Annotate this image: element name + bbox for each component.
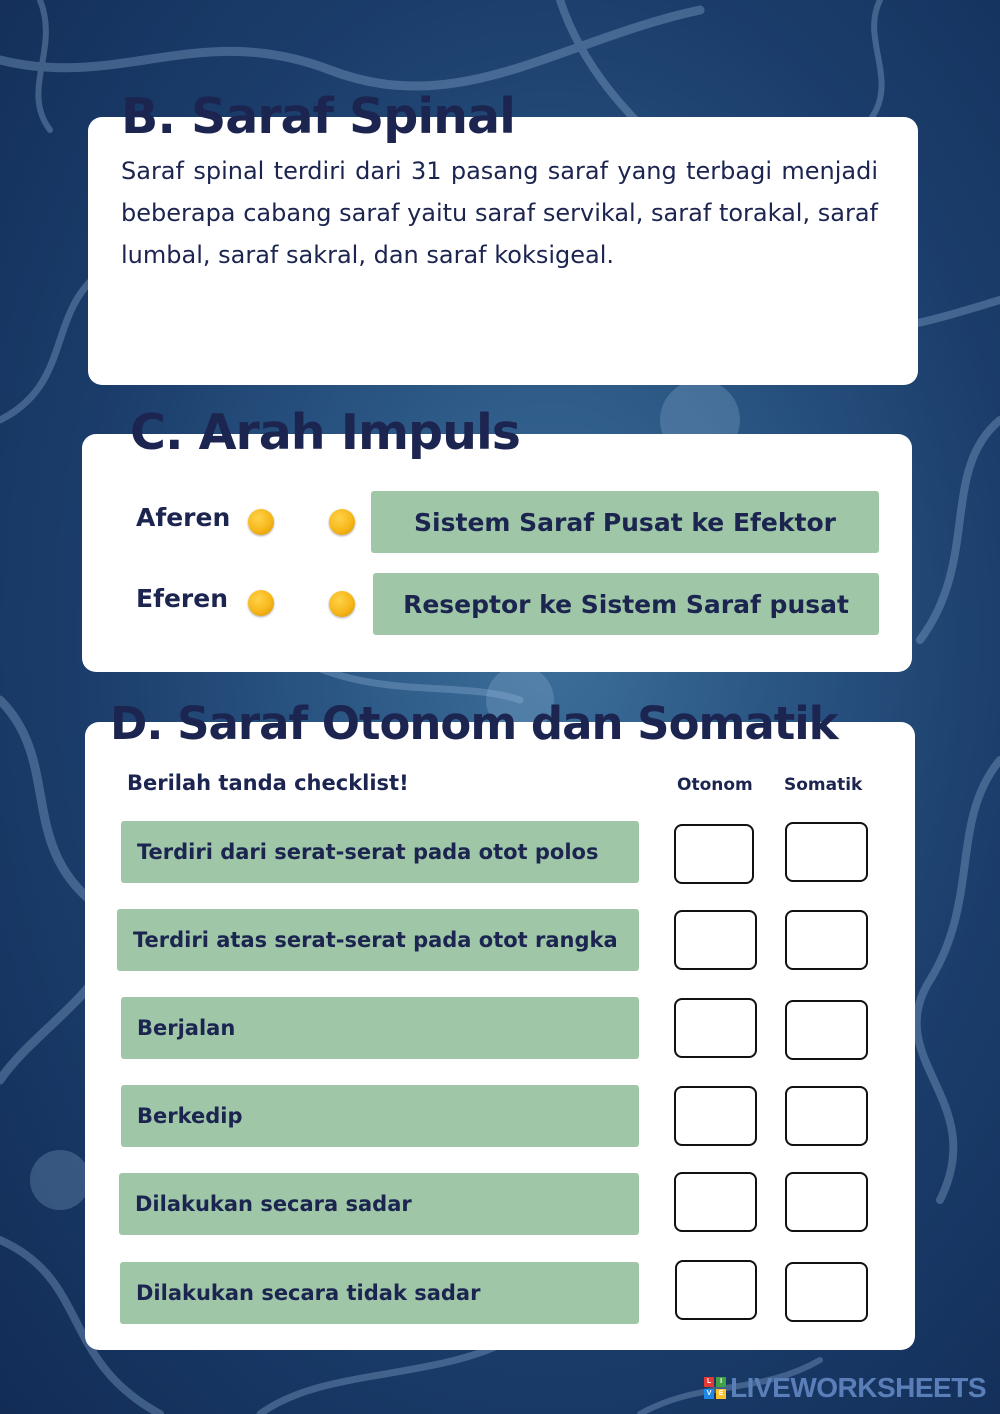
statement-row: Terdiri atas serat-serat pada otot rangka: [117, 909, 639, 971]
arah-impuls-card: [82, 434, 912, 672]
checkbox-otonom[interactable]: [674, 824, 754, 884]
logo-letter: V: [704, 1389, 714, 1399]
checkbox-otonom[interactable]: [674, 1086, 757, 1146]
checkbox-somatik[interactable]: [785, 910, 868, 970]
checkbox-somatik[interactable]: [785, 1172, 868, 1232]
statement-row: Dilakukan secara tidak sadar: [120, 1262, 639, 1324]
column-header-otonom: Otonom: [677, 775, 753, 795]
option-sistem-saraf-pusat-ke-efektor[interactable]: Sistem Saraf Pusat ke Efektor: [371, 491, 879, 553]
statement-row: Berkedip: [121, 1085, 639, 1147]
saraf-spinal-title: B. Saraf Spinal: [121, 88, 515, 145]
match-dot-eferen[interactable]: [248, 590, 274, 616]
checkbox-otonom[interactable]: [674, 910, 757, 970]
saraf-spinal-paragraph: Saraf spinal terdiri dari 31 pasang saraf yang terbagi menjadi beberapa cabang saraf yaitu saraf servikal, saraf torakal, saraf lumbal, saraf sakral, dan saraf koksigeal.: [121, 157, 878, 269]
arah-impuls-title: C. Arah Impuls: [130, 404, 520, 461]
match-dot-option-2[interactable]: [329, 591, 355, 617]
checkbox-somatik[interactable]: [785, 1086, 868, 1146]
logo-letter: E: [716, 1389, 726, 1399]
checkbox-somatik[interactable]: [785, 1262, 868, 1322]
column-header-somatik: Somatik: [784, 775, 863, 795]
liveworksheets-wordmark: LIVEWORKSHEETS: [730, 1372, 986, 1403]
liveworksheets-brand: [704, 1372, 986, 1404]
otonom-somatik-title: D. Saraf Otonom dan Somatik: [110, 697, 838, 750]
statement-row: Berjalan: [121, 997, 639, 1059]
label-aferen: Aferen: [136, 503, 231, 532]
instruction-text: Berilah tanda checklist!: [127, 771, 409, 795]
label-eferen: Eferen: [136, 584, 228, 613]
logo-letter: L: [704, 1377, 714, 1387]
logo-letter: I: [716, 1377, 726, 1387]
liveworksheets-logo-icon: [704, 1377, 726, 1399]
checkbox-otonom[interactable]: [674, 998, 757, 1058]
checkbox-otonom[interactable]: [674, 1172, 757, 1232]
statement-row: Dilakukan secara sadar: [119, 1173, 639, 1235]
checkbox-otonom[interactable]: [675, 1260, 757, 1320]
checkbox-somatik[interactable]: [785, 822, 868, 882]
match-dot-option-1[interactable]: [329, 509, 355, 535]
option-reseptor-ke-sistem-saraf-pusat[interactable]: Reseptor ke Sistem Saraf pusat: [373, 573, 879, 635]
checkbox-somatik[interactable]: [785, 1000, 868, 1060]
statement-row: Terdiri dari serat-serat pada otot polos: [121, 821, 639, 883]
match-dot-aferen[interactable]: [248, 509, 274, 535]
